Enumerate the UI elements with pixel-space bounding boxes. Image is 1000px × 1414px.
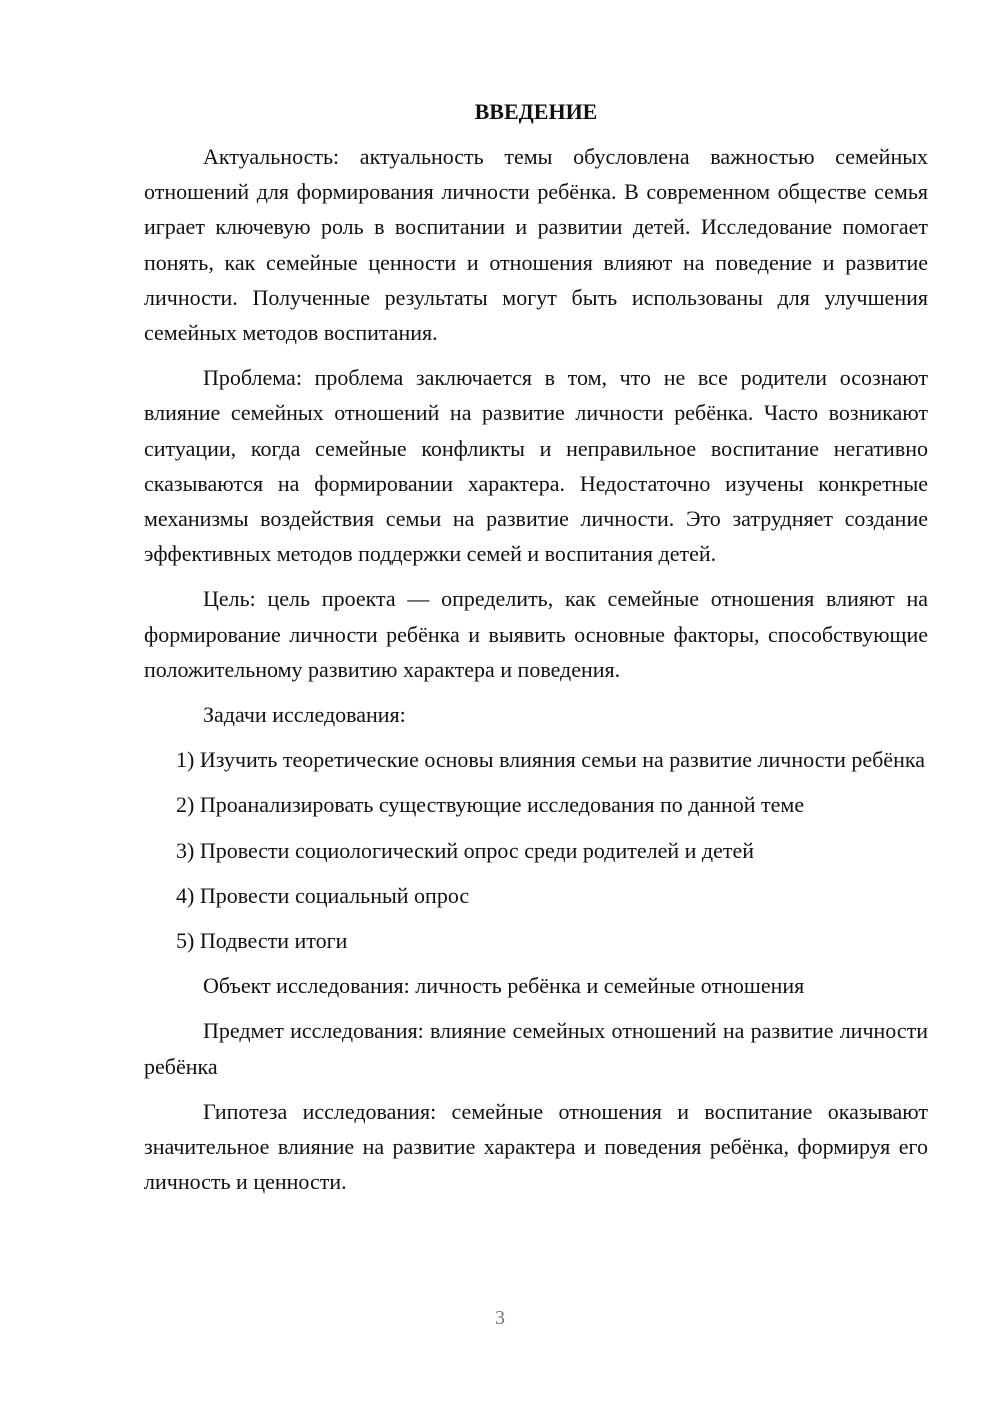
page-number: 3 bbox=[495, 1307, 505, 1329]
research-subject: Предмет исследования: влияние семейных отношений на развитие личности ребёнка bbox=[144, 1018, 928, 1079]
problem-paragraph: Проблема: проблема заключается в том, что не все родители осознают влияние семейных отношений на развитие личности ребёнка. Часто возникают ситуации, когда семейные конфликты и неправильное воспитание негативно сказываются на формировании характера. Недостаточно изучены конкретные механизмы воздействия семьи на развитие личности. Это затрудняет создание эффективных методов поддержки семей и воспитания детей. bbox=[144, 365, 928, 567]
research-object: Объект исследования: личность ребёнка и семейные отношения bbox=[203, 973, 805, 999]
page-title: ВВЕДЕНИЕ bbox=[474, 99, 598, 124]
task-item-2: 2) Проанализировать существующие исследования по данной теме bbox=[176, 792, 805, 818]
task-item-4: 4) Провести социальный опрос bbox=[176, 882, 470, 908]
task-item-5: 5) Подвести итоги bbox=[176, 928, 348, 954]
task-item-3: 3) Провести социологический опрос среди родителей и детей bbox=[176, 837, 755, 863]
relevance-paragraph: Актуальность: актуальность темы обусловлена важностью семейных отношений для формирования личности ребёнка. В современном обществе семья играет ключевую роль в воспитании и развитии детей. Исследование помогает понять, как семейные ценности и отношения влияют на поведение и развитие личности. Полученные результаты могут быть использованы для улучшения семейных методов воспитания. bbox=[144, 144, 928, 346]
page-content bbox=[144, 94, 928, 1209]
research-hypothesis: Гипотеза исследования: семейные отношения и воспитание оказывают значительное влияние на развитие характера и поведения ребёнка, формируя его личность и ценности. bbox=[144, 1098, 928, 1195]
goal-paragraph: Цель: цель проекта — определить, как семейные отношения влияют на формирование личности ребёнка и выявить основные факторы, способствующие положительному развитию характера и поведения. bbox=[144, 586, 928, 682]
tasks-heading: Задачи исследования: bbox=[203, 702, 406, 728]
task-item-1: 1) Изучить теоретические основы влияния семьи на развитие личности ребёнка bbox=[176, 747, 925, 773]
